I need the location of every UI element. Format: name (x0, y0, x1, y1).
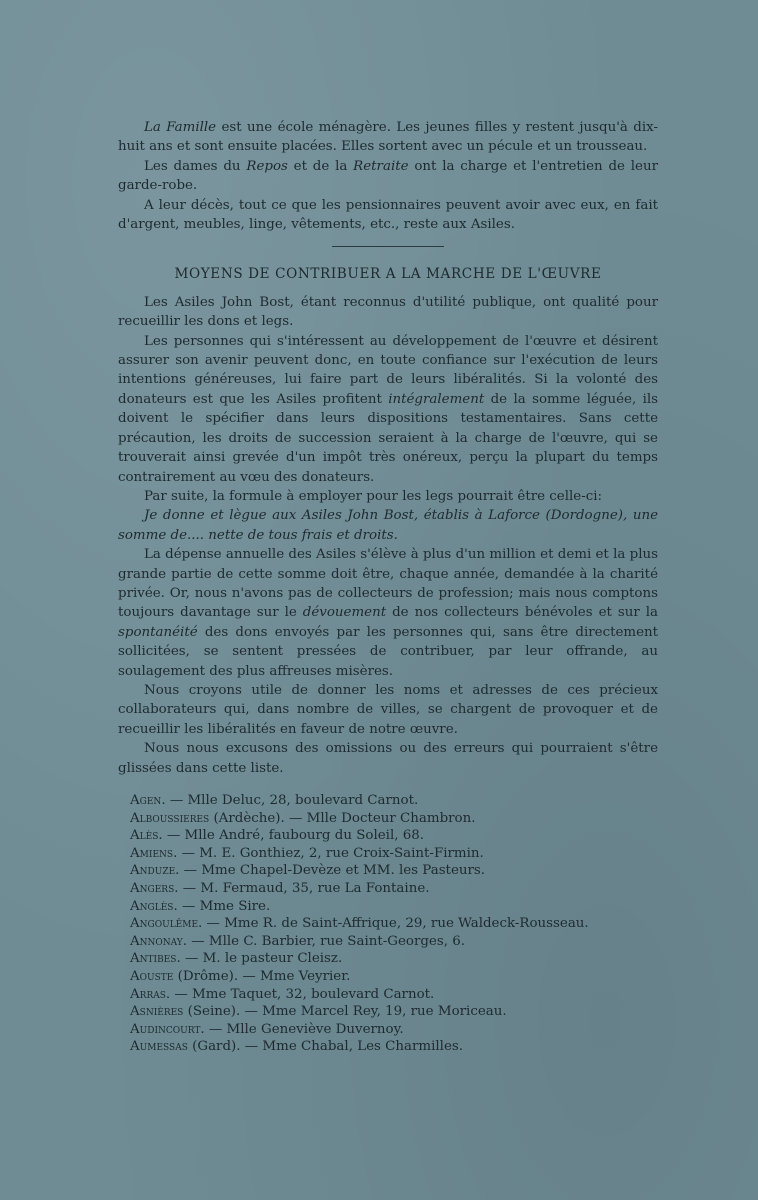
personnes-text-2: de la somme léguée, ils doivent le spécifier dans leurs dispositions testamentaires. Sans cette précaution, les droits de succession seraient à la charge de l'œuvre, qui se trouverait ainsi grevée d'un impôt très onéreux, perçu la plupart du temps contrairement au vœu des donateurs. (118, 391, 659, 485)
list-item-place: Alès (130, 828, 159, 844)
list-item-text: . — M. E. Gonthiez, 2, rue Croix-Saint-Firmin. (173, 845, 484, 861)
list-item (118, 845, 658, 863)
collector-list (118, 792, 658, 1056)
depense-emphasis-2: spontanéité (118, 624, 198, 640)
list-item-text: . — Mme R. de Saint-Affrique, 29, rue Waldeck-Rousseau. (198, 916, 589, 932)
list-item (118, 1021, 658, 1039)
list-item-text: . — Mme Sire. (173, 898, 271, 914)
list-item-place: Annonay (130, 933, 183, 949)
list-item-text: . — M. Fermaud, 35, rue La Fontaine. (174, 880, 430, 896)
repos-name: Repos (246, 158, 288, 174)
repos-text-2: et de la (287, 158, 354, 174)
list-item-text: (Ardèche). — Mlle Docteur Chambron. (209, 810, 476, 826)
document-page (118, 118, 658, 1056)
list-item (118, 968, 658, 986)
list-item (118, 862, 658, 880)
list-item-place: Anglès (130, 898, 174, 914)
list-item (118, 792, 658, 810)
repos-text-1: Les dames du (144, 158, 247, 174)
list-item-place: Arras (130, 986, 166, 1002)
personnes-text-1: Les personnes qui s'intéressent au développement de l'œuvre et désirent assurer son avenir peuvent donc, en toute confiance sur l'exécution de leurs intentions généreuses, lui faire part de leurs libéralités. Si la volonté des donateurs est que les Asiles profitent (118, 333, 658, 407)
list-item-place: Aouste (130, 968, 174, 984)
paragraph-legs-formula (118, 506, 658, 545)
legs-formula: Je donne et lègue aux Asiles John Bost, établis à Laforce (Dordogne), une somme de.... nette de tous frais et droits. (118, 508, 658, 543)
paragraph-personnes (118, 332, 658, 487)
list-item-place: Angers (130, 880, 175, 896)
personnes-emphasis: intégralement (388, 391, 485, 407)
list-item (118, 827, 658, 845)
list-item-place: Angoulême (130, 916, 199, 932)
list-item-text: . — Mme Taquet, 32, boulevard Carnot. (165, 986, 435, 1002)
depense-text-1: La dépense annuelle des Asiles s'élève à plus d'un million et demi et la plus grande partie de cette somme doit être, chaque année, demandée à la charité privée. Or, nous n'avons pas de collecteurs de profession; mais nous comptons toujours davantage sur le (118, 547, 658, 621)
list-item (118, 1038, 658, 1056)
famille-name: La Famille (144, 120, 217, 135)
list-item-place: Agen (130, 793, 162, 808)
list-item (118, 880, 658, 898)
list-item-place: Antibes (130, 951, 177, 967)
depense-text-3: des dons envoyés par les personnes qui, sans être directement sollicitées, se sentent pressées de contribuer, par leur offrande, au soulagement des plus affreuses misères. (118, 624, 658, 679)
section-divider (332, 246, 444, 247)
list-item (118, 950, 658, 968)
paragraph-repos (118, 157, 658, 196)
paragraph-famille (118, 118, 658, 157)
list-item (118, 898, 658, 916)
list-item-place: Amiens (130, 845, 174, 861)
list-item-text: . — Mme Chapel-Devèze et MM. les Pasteurs. (175, 863, 486, 879)
list-item-text: (Seine). — Mme Marcel Rey, 19, rue Moriceau. (183, 1004, 507, 1020)
list-item (118, 986, 658, 1004)
retraite-name: Retraite (353, 158, 409, 174)
depense-emphasis-1: dévouement (302, 605, 387, 621)
paragraph-formule: Par suite, la formule à employer pour les legs pourrait être celle-ci: (144, 488, 603, 504)
list-item-place: Anduze (130, 863, 176, 879)
paragraph-depense (118, 545, 658, 681)
section-heading: MOYENS DE CONTRIBUER A LA MARCHE DE L'ŒUVRE (174, 266, 602, 283)
list-item-text: (Drôme). — Mme Veyrier. (173, 968, 351, 984)
list-item-place: Alboussieres (130, 810, 210, 826)
paragraph-asiles: Les Asiles John Bost, étant reconnus d'utilité publique, ont qualité pour recueillir les dons et legs. (118, 294, 658, 330)
list-item (118, 933, 658, 951)
list-item (118, 915, 658, 933)
list-item (118, 810, 658, 828)
list-item-text: . — M. le pasteur Cleisz. (176, 951, 343, 967)
list-item-text: . — Mlle Deluc, 28, boulevard Carnot. (161, 793, 419, 808)
list-item-text: . — Mlle André, faubourg du Soleil, 68. (158, 828, 425, 844)
list-item-text: . — Mlle Geneviève Duvernoy. (200, 1021, 404, 1037)
list-item-text: (Gard). — Mme Chabal, Les Charmilles. (187, 1039, 464, 1055)
famille-text: est une école ménagère. Les jeunes filles y restent jusqu'à dix-huit ans et sont ensuite placées. Elles sortent avec un pécule et un trousseau. (118, 120, 658, 155)
list-item-text: . — Mlle C. Barbier, rue Saint-Georges, 6. (182, 933, 466, 949)
paragraph-deces: A leur décès, tout ce que les pensionnaires peuvent avoir avec eux, en fait d'argent, meubles, linge, vêtements, etc., reste aux Asiles. (118, 197, 658, 233)
list-item-place: Audincourt (130, 1021, 201, 1037)
paragraph-excuse: Nous nous excusons des omissions ou des erreurs qui pourraient s'être glissées dans cette liste. (118, 741, 658, 776)
list-item (118, 1003, 658, 1021)
paragraph-noms: Nous croyons utile de donner les noms et adresses de ces précieux collaborateurs qui, dans nombre de villes, se chargent de provoquer et de recueillir les libéralités en faveur de notre œuvre. (118, 682, 658, 737)
list-item-place: Asnières (130, 1004, 184, 1020)
repos-text-3: ont la charge et l'entretien de leur garde-robe. (118, 158, 658, 194)
list-item-place: Aumessas (130, 1039, 188, 1055)
depense-text-2: de nos collecteurs bénévoles et sur la (386, 605, 658, 621)
